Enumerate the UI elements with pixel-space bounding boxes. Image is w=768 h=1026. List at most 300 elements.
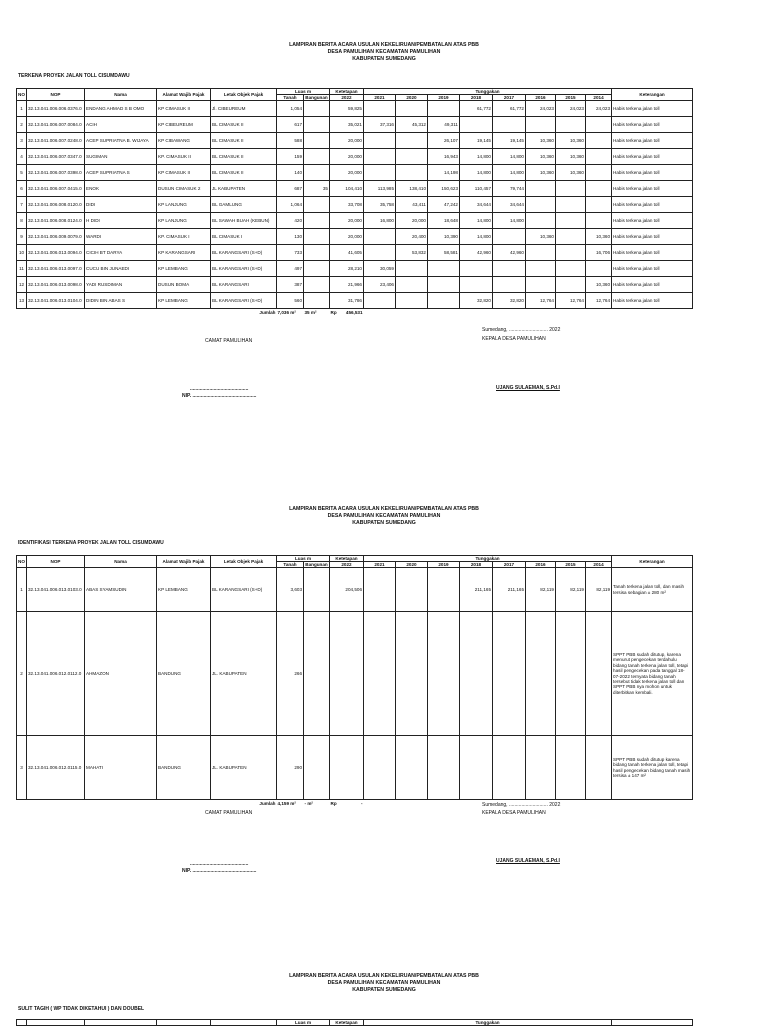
section1-table xyxy=(16,88,693,315)
col-2017: 2017 xyxy=(493,95,526,101)
table-cell: 290 xyxy=(277,736,304,800)
table-cell: 733 xyxy=(277,245,304,261)
table-cell: BL KARANGSARI (S+D) xyxy=(211,245,277,261)
table-cell: CICIH BT DARYA xyxy=(85,245,157,261)
col-letak: Letak Objek Pajak xyxy=(211,89,277,101)
table-cell: 19,145 xyxy=(460,133,493,149)
table-cell: 1,054 xyxy=(277,101,304,117)
table-cell: WARDI xyxy=(85,229,157,245)
table-cell: 211,165 xyxy=(493,568,526,612)
table-cell: 14,800 xyxy=(493,213,526,229)
kepala-name-1: UJANG SULAEMAN, S.Pd.I xyxy=(496,385,560,391)
table-cell xyxy=(556,612,586,736)
table-cell: Habis terkena jalan toll xyxy=(612,133,693,149)
table-cell xyxy=(364,612,396,736)
camat-name-1: .......................................... xyxy=(190,386,249,392)
col-2021: 2021 xyxy=(364,95,396,101)
camat-label-2: CAMAT PAMULIHAN xyxy=(205,810,253,816)
table-cell xyxy=(304,165,330,181)
table-cell: KP KARANGSARI xyxy=(157,245,211,261)
table-cell: BANDUNG xyxy=(157,612,211,736)
total-row xyxy=(17,309,693,316)
col-tunggakan: Tunggakan xyxy=(364,556,612,562)
col-2019: 2019 xyxy=(428,95,460,101)
nip-2: NIP. .............................................. xyxy=(182,868,257,874)
table-cell: 3 xyxy=(17,736,27,800)
total-label: Jumlah xyxy=(17,800,277,807)
col-bangunan: Bangunan xyxy=(305,95,328,100)
table-cell: BL KARANGSARI (S+D) xyxy=(211,261,277,277)
table-cell xyxy=(304,149,330,165)
table-cell: SUGIMAN xyxy=(85,149,157,165)
section2-table xyxy=(16,555,693,806)
table-cell xyxy=(396,165,428,181)
table-cell: 266 xyxy=(277,612,304,736)
table-cell xyxy=(526,117,556,133)
table-cell: 10,390 xyxy=(428,229,460,245)
table-cell: 387 xyxy=(277,277,304,293)
kepala-label-1: KEPALA DESA PAMULIHAN xyxy=(482,336,546,342)
table-cell: BL KARANGSARI (S+D) xyxy=(211,293,277,309)
table-cell xyxy=(586,261,612,277)
table-cell: 211,165 xyxy=(460,568,493,612)
col-2014: 2014 xyxy=(586,562,612,568)
table-cell: 61,772 xyxy=(460,101,493,117)
table-cell xyxy=(396,736,428,800)
table-cell: BL CIMASUK II xyxy=(211,117,277,133)
table-cell: 617 xyxy=(277,117,304,133)
table-cell: 43,411 xyxy=(396,197,428,213)
table-cell: 1 xyxy=(17,568,27,612)
table-cell: AHMAZON xyxy=(85,612,157,736)
table-cell: 53,832 xyxy=(396,245,428,261)
table-cell xyxy=(364,293,396,309)
table-cell: 10,360 xyxy=(556,165,586,181)
table-cell: BL SAWAH BUAH (KEBUN) xyxy=(211,213,277,229)
table-cell xyxy=(396,277,428,293)
table-cell: 2 xyxy=(17,612,27,736)
table-cell: Habis terkena jalan toll xyxy=(612,181,693,197)
col-keterangan: Keterangan xyxy=(612,89,693,101)
table-cell: 497 xyxy=(277,261,304,277)
header-title-line1: LAMPIRAN BERITA ACARA USULAN KEKELIRUAN/PEMBATALAN ATAS PBB xyxy=(289,506,479,512)
col-bangunan: Bangunan xyxy=(305,562,328,567)
header-title-line2: DESA PAMULIHAN KECAMATAN PAMULIHAN xyxy=(327,980,441,986)
camat-label-1: CAMAT PAMULIHAN xyxy=(205,338,253,344)
table-cell xyxy=(556,213,586,229)
table-cell: CUCU BIN JUNAEDI xyxy=(85,261,157,277)
table-cell xyxy=(586,736,612,800)
table-cell xyxy=(396,293,428,309)
table-cell: 47,242 xyxy=(428,197,460,213)
col-2020: 2020 xyxy=(396,95,428,101)
table-cell: 420 xyxy=(277,213,304,229)
col-2017: 2017 xyxy=(493,562,526,568)
table-cell: 10,360 xyxy=(526,229,556,245)
header-title-line1: LAMPIRAN BERITA ACARA USULAN KEKELIRUAN/PEMBATALAN ATAS PBB xyxy=(289,42,479,48)
table-cell: 32.13.041.006.009.0079.0 xyxy=(27,229,85,245)
table-cell: 20,000 xyxy=(330,149,364,165)
col-luas: Luas m xyxy=(277,556,330,562)
table-cell: 10,360 xyxy=(556,149,586,165)
table-cell xyxy=(396,101,428,117)
table-cell: Habis terkena jalan toll xyxy=(612,197,693,213)
table-cell: H DIDI xyxy=(85,213,157,229)
section3-subtitle: SULIT TAGIH ( WP TIDAK DIKETAHUI ) DAN DOUBEL xyxy=(18,1006,145,1012)
table-cell: Habis terkena jalan toll xyxy=(612,277,693,293)
table-cell xyxy=(428,568,460,612)
table-cell: BL CIMASUK I xyxy=(211,229,277,245)
table-cell: JL KABUPATEN xyxy=(211,181,277,197)
col-k2022: 2022 xyxy=(330,562,364,568)
table-cell: 10,360 xyxy=(556,133,586,149)
table-cell: 59,825 xyxy=(330,101,364,117)
table-cell: 687 xyxy=(277,181,304,197)
table-cell xyxy=(586,117,612,133)
table-cell: 10 xyxy=(17,245,27,261)
table-cell xyxy=(526,261,556,277)
table-cell: SPPT PBB sudah ditutup, karena menurut pengecekan terdahulu bidang tanah terkena jalan toll, tetapi hasil pengecekan pada tanggal 18-07-2022 ternyata bidang tanah tersebut tidak terkena jalan toll dan SPPT PBB nya mohon untuk diterbitkan kembali. xyxy=(612,612,693,736)
table-cell xyxy=(526,181,556,197)
table-cell xyxy=(460,277,493,293)
table-cell xyxy=(493,277,526,293)
col-2018: 2018 xyxy=(460,95,493,101)
table-cell xyxy=(304,736,330,800)
col-keterangan: Keterangan xyxy=(612,556,693,568)
table-cell: 14,800 xyxy=(460,149,493,165)
header-title-line2: DESA PAMULIHAN KECAMATAN PAMULIHAN xyxy=(327,513,441,519)
table-cell: 33,708 xyxy=(330,197,364,213)
table-cell: 3,603 xyxy=(277,568,304,612)
table-cell: 159 xyxy=(277,149,304,165)
table-cell: 4 xyxy=(17,149,27,165)
table-cell: KP. CIMASUK I xyxy=(157,229,211,245)
table-cell: JL. KABUPATEN xyxy=(211,736,277,800)
table-row xyxy=(17,245,693,261)
table-cell: BL GAMLUNG xyxy=(211,197,277,213)
table-cell xyxy=(330,736,364,800)
table-row xyxy=(17,149,693,165)
table-cell: 32.13.041.006.013.0104.0 xyxy=(27,293,85,309)
col-nop: NOP xyxy=(27,89,85,101)
table-cell xyxy=(526,612,556,736)
table-cell: 14,800 xyxy=(460,229,493,245)
table-cell xyxy=(493,612,526,736)
col-alamat: Alamat Wajib Pajak xyxy=(157,556,211,568)
table-cell: 138,410 xyxy=(396,181,428,197)
col-luas: Luas m xyxy=(277,89,330,95)
table-cell: SPPT PBB sudah ditutup karena bidang tanah terkena jalan toll, tetapi hasil pengecekan bidang tanah masih tersisa ± 147 m² xyxy=(612,736,693,800)
table-cell xyxy=(556,197,586,213)
table-cell xyxy=(364,736,396,800)
table-cell xyxy=(396,261,428,277)
table-cell: 35,021 xyxy=(330,117,364,133)
col-ketetapan: Ketetapan xyxy=(330,1020,364,1026)
table-cell: 45,312 xyxy=(396,117,428,133)
table-cell: Habis terkena jalan toll xyxy=(612,117,693,133)
table-row xyxy=(17,293,693,309)
table-cell: ABAS SYAMSUDIN xyxy=(85,568,157,612)
table-cell: Habis terkena jalan toll xyxy=(612,213,693,229)
col-ketetapan: Ketetapan xyxy=(330,89,364,95)
table-cell: 104,410 xyxy=(330,181,364,197)
table-cell xyxy=(460,612,493,736)
table-cell: BANDUNG xyxy=(157,736,211,800)
table-cell: 82,119 xyxy=(556,568,586,612)
table-cell: BL CIMASUK II xyxy=(211,133,277,149)
document-header-3 xyxy=(0,973,768,994)
table-cell xyxy=(556,736,586,800)
col-2014: 2014 xyxy=(586,95,612,101)
col-alamat: Alamat Wajib Pajak xyxy=(157,89,211,101)
table-cell xyxy=(428,261,460,277)
table-cell xyxy=(526,197,556,213)
total-label: Jumlah xyxy=(17,309,277,316)
table-cell xyxy=(493,117,526,133)
table-cell: Habis terkena jalan toll xyxy=(612,149,693,165)
table-row xyxy=(17,261,693,277)
table-cell xyxy=(428,293,460,309)
table-cell xyxy=(428,277,460,293)
table-cell: ACEP SUPRIATNA S xyxy=(85,165,157,181)
table-cell xyxy=(304,213,330,229)
table-cell xyxy=(428,101,460,117)
table-cell: Jl. CIBEUREUM xyxy=(211,101,277,117)
table-cell xyxy=(364,149,396,165)
total-row xyxy=(17,800,693,807)
table-cell xyxy=(586,149,612,165)
table-cell xyxy=(586,181,612,197)
col-2016: 2016 xyxy=(526,562,556,568)
table-row xyxy=(17,117,693,133)
table-cell: 8 xyxy=(17,213,27,229)
table-cell xyxy=(586,133,612,149)
table-cell: 32.13.041.006.008.0120.0 xyxy=(27,197,85,213)
table-cell: KP LEMBANG xyxy=(157,568,211,612)
table-cell: 32.13.041.006.013.0094.0 xyxy=(27,245,85,261)
table-cell: Habis terkena jalan toll xyxy=(612,293,693,309)
col-2021: 2021 xyxy=(364,562,396,568)
table-cell: ACIH xyxy=(85,117,157,133)
table-cell: 32.13.041.006.013.0097.0 xyxy=(27,261,85,277)
table-cell: 19,145 xyxy=(493,133,526,149)
table-cell: 12,764 xyxy=(556,293,586,309)
table-cell: 32.13.041.006.013.0103.0 xyxy=(27,568,85,612)
table-cell: 20,000 xyxy=(330,133,364,149)
table-row xyxy=(17,133,693,149)
document-header-2 xyxy=(0,506,768,527)
table-cell: KP CIMASUK II xyxy=(157,165,211,181)
table-cell: Habis terkena jalan toll xyxy=(612,245,693,261)
table-cell: 82,119 xyxy=(526,568,556,612)
table-cell xyxy=(304,117,330,133)
table-cell: 32.13.041.006.013.0098.0 xyxy=(27,277,85,293)
nip-1: NIP. .............................................. xyxy=(182,393,257,399)
table-cell: 61,772 xyxy=(493,101,526,117)
table-row xyxy=(17,165,693,181)
table-cell xyxy=(396,133,428,149)
table-cell: 110,457 xyxy=(460,181,493,197)
table-cell: KP. CIMASUK II xyxy=(157,149,211,165)
table-cell: KP CIBAWANG xyxy=(157,133,211,149)
table-cell xyxy=(396,149,428,165)
col-tanah: Tanah xyxy=(277,562,304,568)
table-cell xyxy=(396,612,428,736)
table-cell xyxy=(493,261,526,277)
table-cell: 16,706 xyxy=(586,245,612,261)
table-cell: 42,960 xyxy=(493,245,526,261)
table-cell: JL. KABUPATEN xyxy=(211,612,277,736)
table-cell: 41,605 xyxy=(330,245,364,261)
table-cell: 32.13.041.006.008.0124.0 xyxy=(27,213,85,229)
table-cell: 32.13.041.006.006.0376.0 xyxy=(27,101,85,117)
table-cell: 31,786 xyxy=(330,293,364,309)
table-cell: 10,360 xyxy=(586,277,612,293)
col-nama: Nama xyxy=(85,556,157,568)
col-tunggakan: Tunggakan xyxy=(364,1020,612,1026)
table-cell xyxy=(364,568,396,612)
table-cell xyxy=(428,612,460,736)
table-cell xyxy=(304,229,330,245)
table-cell xyxy=(526,213,556,229)
table-cell xyxy=(304,197,330,213)
table-cell xyxy=(460,736,493,800)
total-bangunan: - m² xyxy=(304,800,330,807)
table-cell: Tanah terkena jalan toll, dan masih tersisa sebagian ± 280 m² xyxy=(612,568,693,612)
table-cell xyxy=(304,245,330,261)
table-cell: 82,119 xyxy=(586,568,612,612)
table-cell: ENOK xyxy=(85,181,157,197)
table-cell: 32.13.041.006.007.0415.0 xyxy=(27,181,85,197)
table-cell xyxy=(304,277,330,293)
table-cell: 9 xyxy=(17,229,27,245)
table-cell: 79,744 xyxy=(493,181,526,197)
table-cell: 24,023 xyxy=(526,101,556,117)
table-cell: 20,000 xyxy=(330,213,364,229)
table-cell: 58,581 xyxy=(428,245,460,261)
table-cell: 150,623 xyxy=(428,181,460,197)
table-cell: 32.13.041.006.012.0115.0 xyxy=(27,736,85,800)
col-letak: Letak Objek Pajak xyxy=(211,556,277,568)
table-cell: DIDI xyxy=(85,197,157,213)
col-nop: NOP xyxy=(27,556,85,568)
table-cell: 24,023 xyxy=(586,101,612,117)
table-cell: BL CIMASUK II xyxy=(211,149,277,165)
table-cell: ENDANG AHMAD S B OMO xyxy=(85,101,157,117)
table-cell xyxy=(428,736,460,800)
table-cell: Habis terkena jalan toll xyxy=(612,165,693,181)
table-cell: 12 xyxy=(17,277,27,293)
table-cell xyxy=(586,612,612,736)
table-cell xyxy=(556,181,586,197)
table-cell: KP CIBEUREUM xyxy=(157,117,211,133)
table-cell: 10,360 xyxy=(526,133,556,149)
table-cell: MAHATI xyxy=(85,736,157,800)
table-cell: 130 xyxy=(277,229,304,245)
date-line-2: Sumedang, ............................ 2022 xyxy=(482,802,561,808)
table-cell xyxy=(304,101,330,117)
col-tunggakan: Tunggakan xyxy=(364,89,612,95)
table-cell: KP LANJUNG xyxy=(157,213,211,229)
table-cell: 10,360 xyxy=(526,165,556,181)
table-cell: 14,800 xyxy=(460,213,493,229)
header-title-line3: KABUPATEN SUMEDANG xyxy=(352,56,416,62)
table-cell: 34,644 xyxy=(460,197,493,213)
table-cell xyxy=(304,568,330,612)
table-cell: BL CIMASUK II xyxy=(211,165,277,181)
table-row xyxy=(17,612,693,736)
camat-name-2: .......................................... xyxy=(190,861,249,867)
table-cell: 16,800 xyxy=(364,213,396,229)
table-cell: 18,648 xyxy=(428,213,460,229)
table-cell: 14,800 xyxy=(460,165,493,181)
table-cell: 588 xyxy=(277,133,304,149)
table-cell: 204,506 xyxy=(330,568,364,612)
table-cell: 5 xyxy=(17,165,27,181)
table-cell xyxy=(304,612,330,736)
table-cell: 560 xyxy=(277,293,304,309)
table-cell xyxy=(526,736,556,800)
table-cell: 113,985 xyxy=(364,181,396,197)
table-cell: KP CIMASUK II xyxy=(157,101,211,117)
total-amount: Rp 456,531 xyxy=(330,309,363,315)
table-cell xyxy=(586,197,612,213)
table-cell xyxy=(460,261,493,277)
table-cell: 42,960 xyxy=(460,245,493,261)
table-cell xyxy=(364,101,396,117)
total-amount: Rp - xyxy=(330,800,363,806)
total-tanah: 4,159 m² xyxy=(277,800,304,807)
table-cell: 37,316 xyxy=(364,117,396,133)
table-cell xyxy=(586,213,612,229)
table-cell: BL KARANGSARI xyxy=(211,277,277,293)
table-row xyxy=(17,736,693,800)
total-bangunan: 35 m² xyxy=(304,309,330,316)
section1-subtitle: TERKENA PROYEK JALAN TOLL CISUMDAWU xyxy=(18,73,130,79)
table-cell xyxy=(526,277,556,293)
table-cell: 6 xyxy=(17,181,27,197)
table-cell xyxy=(460,117,493,133)
table-cell: 23,406 xyxy=(364,277,396,293)
table-cell xyxy=(556,261,586,277)
table-cell: 32.13.041.006.007.0248.0 xyxy=(27,133,85,149)
table-cell: 28,210 xyxy=(330,261,364,277)
table-cell: 14,198 xyxy=(428,165,460,181)
col-no: NO xyxy=(17,89,27,101)
table-cell xyxy=(304,293,330,309)
table-row xyxy=(17,197,693,213)
table-cell: 20,000 xyxy=(330,229,364,245)
kepala-name-2: UJANG SULAEMAN, S.Pd.I xyxy=(496,858,560,864)
col-ketetapan: Ketetapan xyxy=(330,556,364,562)
table-cell xyxy=(364,133,396,149)
section2-subtitle: IDENTIFIKASI TERKENA PROYEK JALAN TOLL CISUMDAWU xyxy=(18,540,164,546)
table-cell: 21,966 xyxy=(330,277,364,293)
table-row xyxy=(17,213,693,229)
header-title-line2: DESA PAMULIHAN KECAMATAN PAMULIHAN xyxy=(327,49,441,55)
header-title-line3: KABUPATEN SUMEDANG xyxy=(352,520,416,526)
table-cell: 49,311 xyxy=(428,117,460,133)
table-cell xyxy=(364,165,396,181)
table-cell: 35 xyxy=(304,181,330,197)
table-cell: Habis terkena jalan toll xyxy=(612,101,693,117)
table-cell: 14,800 xyxy=(493,149,526,165)
col-2020: 2020 xyxy=(396,562,428,568)
table-cell: 32.13.041.006.007.0347.0 xyxy=(27,149,85,165)
table-cell: 12,764 xyxy=(586,293,612,309)
table-cell: 11 xyxy=(17,261,27,277)
table-cell xyxy=(493,229,526,245)
